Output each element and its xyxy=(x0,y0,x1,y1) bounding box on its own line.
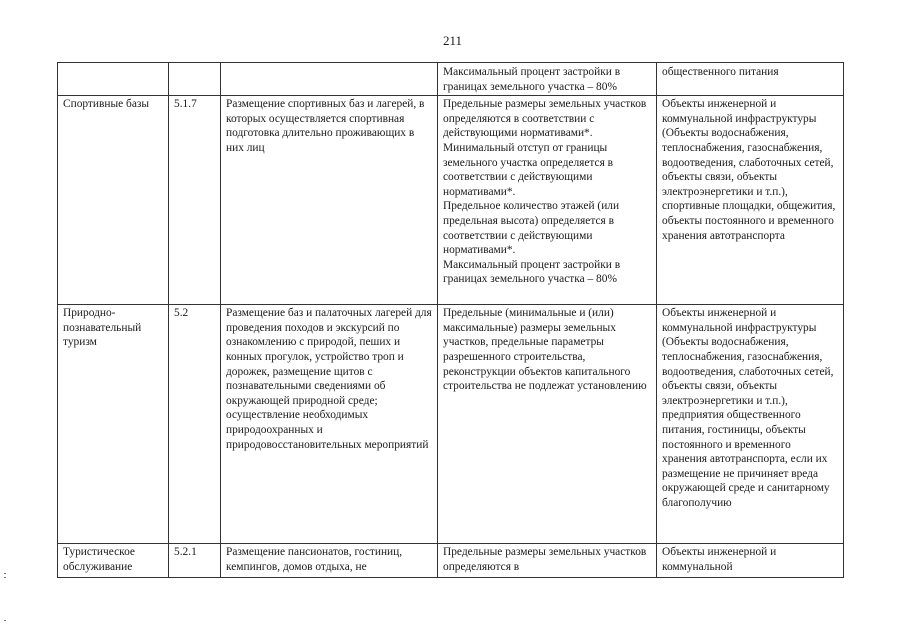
table-row xyxy=(58,96,844,305)
use-type-code-cell xyxy=(169,63,221,96)
use-description-cell: Размещение баз и палаточных лагерей для проведения походов и экскурсий по ознакомлению с природой, пеших и конных прогулок, устройство троп и дорожек, размещение щитов с познавательными сведениями об окружающей природной среде; осуществление необходимых природоохранных и природовосстановительных мероприятий xyxy=(221,305,438,544)
table-row xyxy=(58,63,844,96)
scan-artifact xyxy=(4,620,6,621)
building-parameters-cell: Предельные размеры земельных участков определяются в xyxy=(438,544,657,578)
use-type-name-cell: Спортивные базы xyxy=(58,96,169,305)
building-parameters-cell: Предельные размеры земельных участков определяются в соответствии с действующими нормативами*. Минимальный отступ от границы земельного участка определяется в соответствии с действующими нормативами*. Предельное количество этажей (или предельная высота) определяется в соответствии с действующими нормативами*. Максимальный процент застройки в границах земельного участка – 80% xyxy=(438,96,657,305)
auxiliary-uses-cell: Объекты инженерной и коммунальной инфраструктуры (Объекты водоснабжения, теплоснабжения, газоснабжения, водоотведения, слаботочных сетей, объекты связи, объекты электроэнергетики и т.п.), предприятия общественного питания, гостиницы, объекты постоянного и временного хранения автотранспорта, если их размещение не причиняет вреда окружающей среде и санитарному благополучию xyxy=(657,305,844,544)
use-type-code-cell: 5.2 xyxy=(169,305,221,544)
auxiliary-uses-cell: Объекты инженерной и коммунальной инфраструктуры (Объекты водоснабжения, теплоснабжения, газоснабжения, водоотведения, слаботочных сетей, объекты связи, объекты электроэнергетики и т.п.), спортивные площадки, общежития, объекты постоянного и временного хранения автотранспорта xyxy=(657,96,844,305)
use-type-code-cell: 5.2.1 xyxy=(169,544,221,578)
auxiliary-uses-cell: общественного питания xyxy=(657,63,844,96)
use-type-code-cell: 5.1.7 xyxy=(169,96,221,305)
land-use-regulations-table xyxy=(57,62,844,578)
scan-artifact xyxy=(4,573,6,574)
page-number: 211 xyxy=(442,33,463,48)
use-type-name-cell: Природно-познавательный туризм xyxy=(58,305,169,544)
use-description-cell xyxy=(221,63,438,96)
table-row xyxy=(58,544,844,578)
scan-artifact xyxy=(4,577,6,578)
building-parameters-cell: Предельные (минимальные и (или) максимальные) размеры земельных участков, предельные параметры разрешенного строительства, реконструкции объектов капитального строительства не подлежат установлению xyxy=(438,305,657,544)
use-type-name-cell xyxy=(58,63,169,96)
building-parameters-cell: Максимальный процент застройки в границах земельного участка – 80% xyxy=(438,63,657,96)
use-description-cell: Размещение спортивных баз и лагерей, в которых осуществляется спортивная подготовка длительно проживающих в них лиц xyxy=(221,96,438,305)
table-row xyxy=(58,305,844,544)
use-description-cell: Размещение пансионатов, гостиниц, кемпингов, домов отдыха, не xyxy=(221,544,438,578)
auxiliary-uses-cell: Объекты инженерной и коммунальной xyxy=(657,544,844,578)
use-type-name-cell: Туристическое обслуживание xyxy=(58,544,169,578)
